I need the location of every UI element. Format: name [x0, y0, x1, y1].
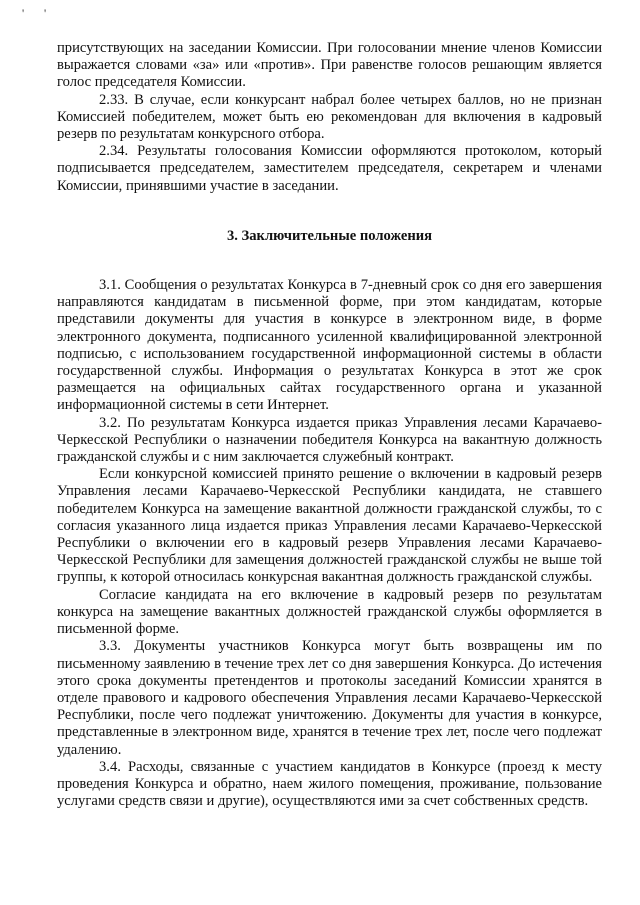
- document-page: [57, 40, 602, 810]
- scan-mark-right: ': [44, 6, 47, 20]
- paragraph-2-33: 2.33. В случае, если конкурсант набрал более четырех баллов, но не признан Комиссией победителем, может быть ею рекомендован для включения в кадровый резерв по результатам конкурсного отбора.: [57, 91, 602, 143]
- paragraph-3-3: 3.3. Документы участников Конкурса могут быть возвращены им по письменному заявлению в течение трех лет со дня завершения Конкурса. До истечения этого срока документы претендентов и протоколы заседаний Комиссии хранятся в отделе правового и кадрового обеспечения Управления лесами Карачаево-Черкесской Республики, после чего подлежат уничтожению. Документы для участия в конкурсе, представленные в электронном виде, хранятся в течение трех лет, после чего подлежат удалению.: [57, 638, 602, 758]
- paragraph-2-34: 2.34. Результаты голосования Комиссии оформляются протоколом, который подписывается председателем, заместителем председателя, секретарем и членами Комиссии, принявшими участие в заседании.: [57, 143, 602, 194]
- section-heading: 3. Заключительные положения: [226, 227, 433, 244]
- paragraph-3-2: 3.2. По результатам Конкурса издается приказ Управления лесами Карачаево-Черкесской Республики о назначении победителя Конкурса на вакантную должность гражданской службы и с ним заключается служебный контракт.: [57, 414, 602, 466]
- scan-mark-left: ': [22, 6, 25, 20]
- paragraph-3-1: 3.1. Сообщения о результатах Конкурса в 7-дневный срок со дня его завершения направляются кандидатам в письменной форме, при этом кандидатам, которые представили документы для участия в конкурсе в электронном виде, в форме электронного документа, подписанного усиленной квалифицированной электронной подписью, с использованием государственной информационной системы в области государственной службы. Информация о результатах Конкурса в этот же срок размещается на официальных сайтах государственного органа и указанной информационной системы в сети Интернет.: [57, 277, 602, 414]
- paragraph-reserve-decision: Если конкурсной комиссией принято решение о включении в кадровый резерв Управления лесами Карачаево-Черкесской Республики кандидата, не ставшего победителем Конкурса на замещение вакантной должности гражданской службы, то с согласия указанного лица издается приказ Управления лесами Карачаево-Черкесской Республики о включении его в кадровый резерв Управления лесами Карачаево-Черкесской Республики для замещения должностей гражданской службы не выше той группы, к которой относилась конкурсная вакантная должность гражданской службы.: [57, 466, 602, 586]
- paragraph-consent: Согласие кандидата на его включение в кадровый резерв по результатам конкурса на замещение вакантных должностей гражданской службы оформляется в письменной форме.: [57, 586, 602, 638]
- paragraph-3-4: 3.4. Расходы, связанные с участием кандидатов в Конкурсе (проезд к месту проведения Конкурса и обратно, наем жилого помещения, проживание, пользование услугами средств связи и другие), осуществляются ими за счет собственных средств.: [57, 758, 602, 810]
- paragraph-continuation: присутствующих на заседании Комиссии. При голосовании мнение членов Комиссии выражается словами «за» или «против». При равенстве голосов решающим является голос председателя Комиссии.: [57, 40, 602, 91]
